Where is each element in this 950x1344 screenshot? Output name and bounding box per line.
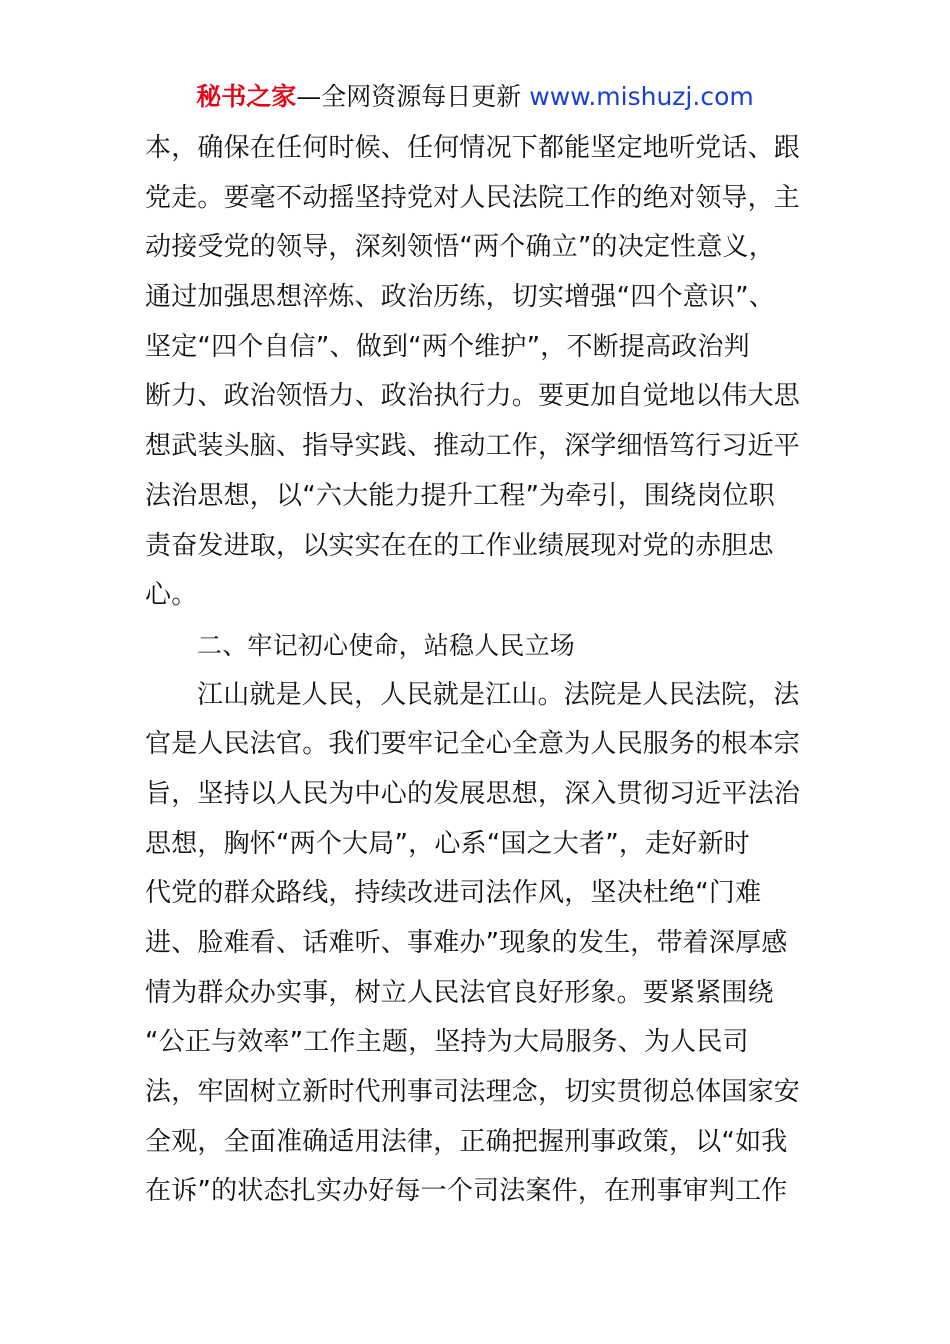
- text-line: 本，确保在任何时候、任何情况下都能坚定地听党话、跟: [145, 133, 801, 163]
- text-line: 情为群众办实事，树立人民法官良好形象。要紧紧围绕: [145, 977, 774, 1008]
- site-tagline: —全网资源每日更新: [296, 82, 522, 111]
- text-line: 心。: [145, 580, 198, 611]
- text-line: 在诉”的状态扎实办好每一个司法案件，在刑事审判工作: [145, 1176, 788, 1207]
- text-line: 法治思想，以“六大能力提升工程”为牵引，围绕岗位职: [145, 480, 775, 511]
- text-line: 全观，全面准确适用法律，正确把握刑事政策，以“如我: [145, 1126, 788, 1157]
- text-line: 通过加强思想淬炼、政治历练，切实增强“四个意识”、: [145, 282, 775, 313]
- text-line: 代党的群众路线，持续改进司法作风，坚决杜绝“门难: [145, 878, 762, 909]
- text-line: 断力、政治领悟力、政治执行力。要更加自觉地以伟大思: [145, 381, 801, 412]
- site-brand: 秘书之家: [196, 82, 297, 111]
- text-line: 坚定“四个自信”、做到“两个维护”，不断提高政治判: [145, 331, 750, 362]
- text-line: 江山就是人民，人民就是江山。法院是人民法院，法: [197, 679, 800, 710]
- text-line: 进、脸难看、话难听、事难办”现象的发生，带着深厚感: [145, 928, 788, 958]
- text-line: 责奋发进取，以实实在在的工作业绩展现对党的赤胆忠: [145, 530, 774, 561]
- text-line: 思想，胸怀“两个大局”，心系“国之大者”，走好新时: [145, 828, 750, 859]
- text-line: “公正与效率”工作主题，坚持为大局服务、为人民司: [145, 1027, 749, 1058]
- text-line: 党走。要毫不动摇坚持党对人民法院工作的绝对领导，主: [145, 182, 801, 213]
- text-line: 想武装头脑、指导实践、推动工作，深学细悟笃行习近平: [145, 431, 801, 462]
- section-heading: 二、牢记初心使命，站稳人民立场: [197, 630, 576, 660]
- site-url-link[interactable]: www.mishuzj.com: [529, 82, 754, 111]
- text-line: 法，牢固树立新时代刑事司法理念，切实贯彻总体国家安: [145, 1077, 801, 1108]
- document-body: [145, 124, 815, 1217]
- text-line: 旨，坚持以人民为中心的发展思想，深入贯彻习近平法治: [145, 778, 801, 809]
- text-line: 动接受党的领导，深刻领悟“两个确立”的决定性意义，: [145, 232, 775, 263]
- site-header: [0, 80, 950, 114]
- text-line: 官是人民法官。我们要牢记全心全意为人民服务的根本宗: [145, 729, 801, 760]
